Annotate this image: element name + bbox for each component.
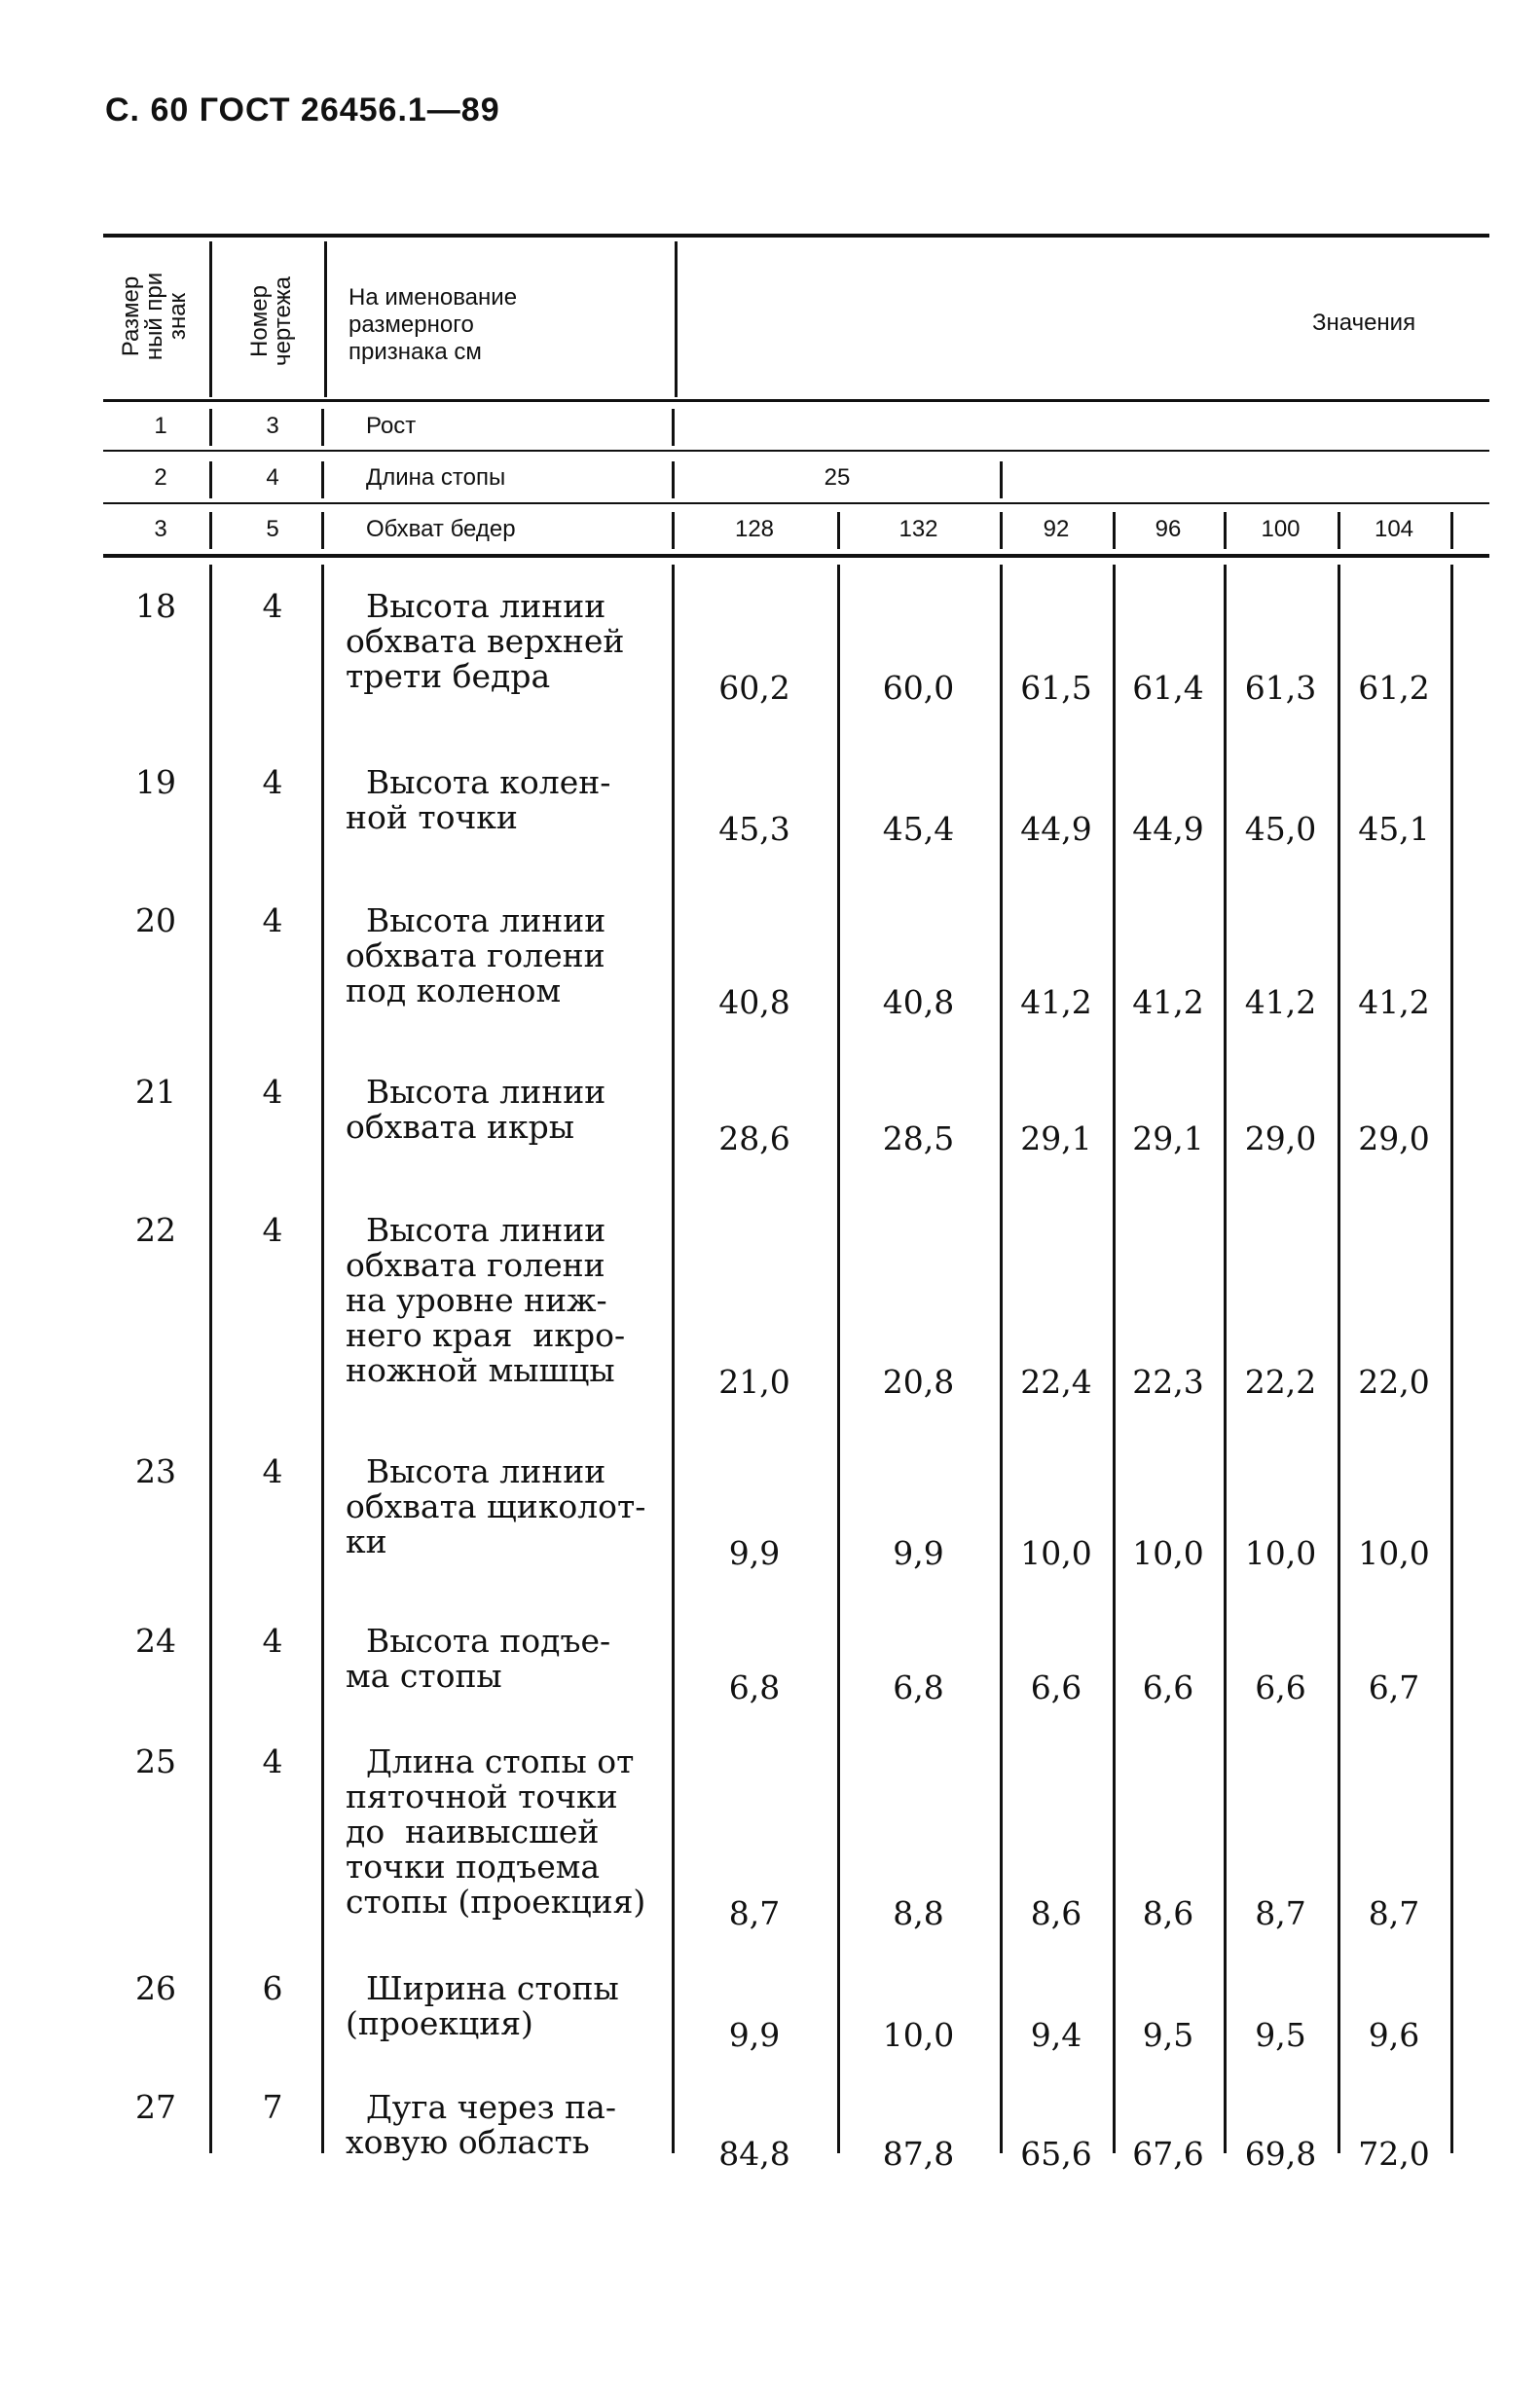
row-value: 69,8: [1244, 2135, 1317, 2173]
row-value: 40,8: [718, 983, 790, 1021]
row-value: 60,2: [718, 669, 790, 707]
row-value: 41,2: [1244, 983, 1317, 1021]
row-value: 45,4: [882, 810, 955, 848]
subheader-divider: [209, 512, 212, 549]
row-number: 18: [135, 587, 176, 625]
row-value: 45,1: [1358, 810, 1430, 848]
row-number: 26: [135, 1969, 176, 2007]
row-drawing: 7: [262, 2088, 283, 2126]
row-value: 9,9: [728, 2016, 781, 2054]
row-value: 9,9: [893, 1534, 944, 1572]
row-name: Высота линии обхвата голени под коленом: [346, 901, 606, 1009]
row-name: Высота подъе- ма стопы: [346, 1622, 611, 1695]
row-name: Высота линии обхвата щиколот- ки: [346, 1452, 646, 1560]
header-values: Значения: [1312, 310, 1416, 336]
row-value: 87,8: [882, 2135, 955, 2173]
table-top-rule: [103, 234, 1489, 238]
subheader-value: 132: [898, 516, 938, 542]
row-name: Ширина стопы (проекция): [346, 1969, 619, 2042]
row-value: 61,4: [1132, 669, 1204, 707]
subheader-value: 128: [734, 516, 775, 542]
subheader-divider: [209, 461, 212, 498]
row-name: Дуга через па- ховую область: [346, 2088, 616, 2161]
subheader-divider: [672, 409, 675, 446]
row-value: 8,6: [1030, 1894, 1082, 1932]
row-value: 29,1: [1132, 1119, 1204, 1157]
row-value: 44,9: [1132, 810, 1204, 848]
row-value: 84,8: [718, 2135, 790, 2173]
row-value: 29,0: [1358, 1119, 1430, 1157]
row-number: 21: [135, 1073, 176, 1111]
row-value: 6,6: [1030, 1668, 1082, 1706]
subheader-drawing: 4: [266, 464, 279, 491]
row-value: 40,8: [882, 983, 955, 1021]
row-value: 6,8: [728, 1668, 781, 1706]
row-name: Длина стопы от пяточной точки до наивысшей точки подъема стопы (проекция): [346, 1742, 646, 1921]
row-drawing: 4: [262, 1742, 283, 1780]
header-divider: [209, 241, 212, 397]
row-value: 8,8: [893, 1894, 944, 1932]
row-name: Высота линии обхвата верхней трети бедра: [346, 587, 625, 695]
row-drawing: 4: [262, 1073, 283, 1111]
subheader-divider: [1000, 461, 1003, 498]
row-value: 61,2: [1358, 669, 1430, 707]
row-value: 10,0: [1132, 1534, 1204, 1572]
row-value: 6,7: [1368, 1668, 1420, 1706]
row-value: 8,6: [1142, 1894, 1194, 1932]
row-number: 25: [135, 1742, 176, 1780]
subheader-divider: [672, 461, 675, 498]
row-value: 29,0: [1244, 1119, 1317, 1157]
row-value: 44,9: [1020, 810, 1092, 848]
row-value: 6,6: [1255, 1668, 1306, 1706]
row-value: 45,3: [718, 810, 790, 848]
subheader-number: 2: [154, 464, 167, 491]
row-value: 10,0: [882, 2016, 955, 2054]
row-value: 28,6: [718, 1119, 790, 1157]
header-divider: [675, 241, 678, 397]
row-drawing: 4: [262, 901, 283, 939]
row-value: 10,0: [1358, 1534, 1430, 1572]
subheader-bottom-rule: [103, 554, 1489, 558]
row-value: 9,4: [1030, 2016, 1082, 2054]
subheader-number: 3: [154, 516, 167, 542]
row-value: 61,5: [1020, 669, 1092, 707]
header-drawing-number: Номер чертежа: [246, 276, 296, 366]
subheader-name: Рост: [366, 413, 417, 439]
row-value: 22,2: [1244, 1363, 1317, 1401]
row-value: 8,7: [1368, 1894, 1420, 1932]
row-value: 9,6: [1368, 2016, 1420, 2054]
row-value: 72,0: [1358, 2135, 1430, 2173]
subheader-divider: [321, 409, 324, 446]
row-value: 22,3: [1132, 1363, 1204, 1401]
subheader-value: 96: [1155, 516, 1182, 542]
row-value: 10,0: [1020, 1534, 1092, 1572]
page-header: С. 60 ГОСТ 26456.1—89: [105, 92, 500, 128]
row-value: 20,8: [882, 1363, 955, 1401]
row-number: 20: [135, 901, 176, 939]
row-value: 22,0: [1358, 1363, 1430, 1401]
row-value: 60,0: [882, 669, 955, 707]
subheader-rule-2: [103, 502, 1489, 504]
header-divider: [324, 241, 327, 397]
header-bottom-rule: [103, 399, 1489, 402]
row-number: 24: [135, 1622, 176, 1660]
row-drawing: 4: [262, 763, 283, 801]
row-value: 9,5: [1255, 2016, 1306, 2054]
body-divider: [209, 565, 212, 2153]
header-sign-number: Размер ный при знак: [118, 272, 191, 361]
row-value: 29,1: [1020, 1119, 1092, 1157]
row-number: 19: [135, 763, 176, 801]
row-value: 6,8: [893, 1668, 944, 1706]
subheader-value: 104: [1374, 516, 1414, 542]
row-value: 65,6: [1020, 2135, 1092, 2173]
row-value: 9,9: [728, 1534, 781, 1572]
row-value: 45,0: [1244, 810, 1317, 848]
subheader-divider: [1450, 512, 1453, 549]
subheader-divider: [321, 461, 324, 498]
row-value: 10,0: [1244, 1534, 1317, 1572]
row-number: 22: [135, 1211, 176, 1249]
subheader-name: Длина стопы: [366, 464, 506, 491]
row-name: Высота линии обхвата икры: [346, 1073, 606, 1146]
row-value: 6,6: [1142, 1668, 1194, 1706]
subheader-rule-1: [103, 450, 1489, 452]
row-value: 41,2: [1132, 983, 1204, 1021]
row-value: 8,7: [1255, 1894, 1306, 1932]
row-value: 41,2: [1358, 983, 1430, 1021]
subheader-value: 100: [1261, 516, 1301, 542]
subheader-name: Обхват бедер: [366, 516, 516, 542]
row-value: 22,4: [1020, 1363, 1092, 1401]
row-drawing: 6: [262, 1969, 283, 2007]
row-value: 8,7: [728, 1894, 781, 1932]
subheader-divider: [321, 512, 324, 549]
row-drawing: 4: [262, 1211, 283, 1249]
body-divider: [321, 565, 324, 2153]
body-divider: [1450, 565, 1453, 2153]
subheader-divider: [209, 409, 212, 446]
row-name: Высота линии обхвата голени на уровне ниж- него края икро- ножной мышцы: [346, 1211, 626, 1389]
row-drawing: 4: [262, 587, 283, 625]
subheader-value: 25: [824, 464, 851, 491]
subheader-value: 92: [1043, 516, 1070, 542]
subheader-number: 1: [154, 413, 167, 439]
subheader-drawing: 5: [266, 516, 279, 542]
row-value: 61,3: [1244, 669, 1317, 707]
row-value: 9,5: [1142, 2016, 1194, 2054]
row-name: Высота колен- ной точки: [346, 763, 611, 836]
row-drawing: 4: [262, 1452, 283, 1490]
row-number: 23: [135, 1452, 176, 1490]
row-drawing: 4: [262, 1622, 283, 1660]
header-feature-name: На именование размерного признака см: [348, 284, 518, 365]
row-value: 21,0: [718, 1363, 790, 1401]
row-value: 67,6: [1132, 2135, 1204, 2173]
row-value: 41,2: [1020, 983, 1092, 1021]
row-number: 27: [135, 2088, 176, 2126]
subheader-drawing: 3: [266, 413, 279, 439]
row-value: 28,5: [882, 1119, 955, 1157]
